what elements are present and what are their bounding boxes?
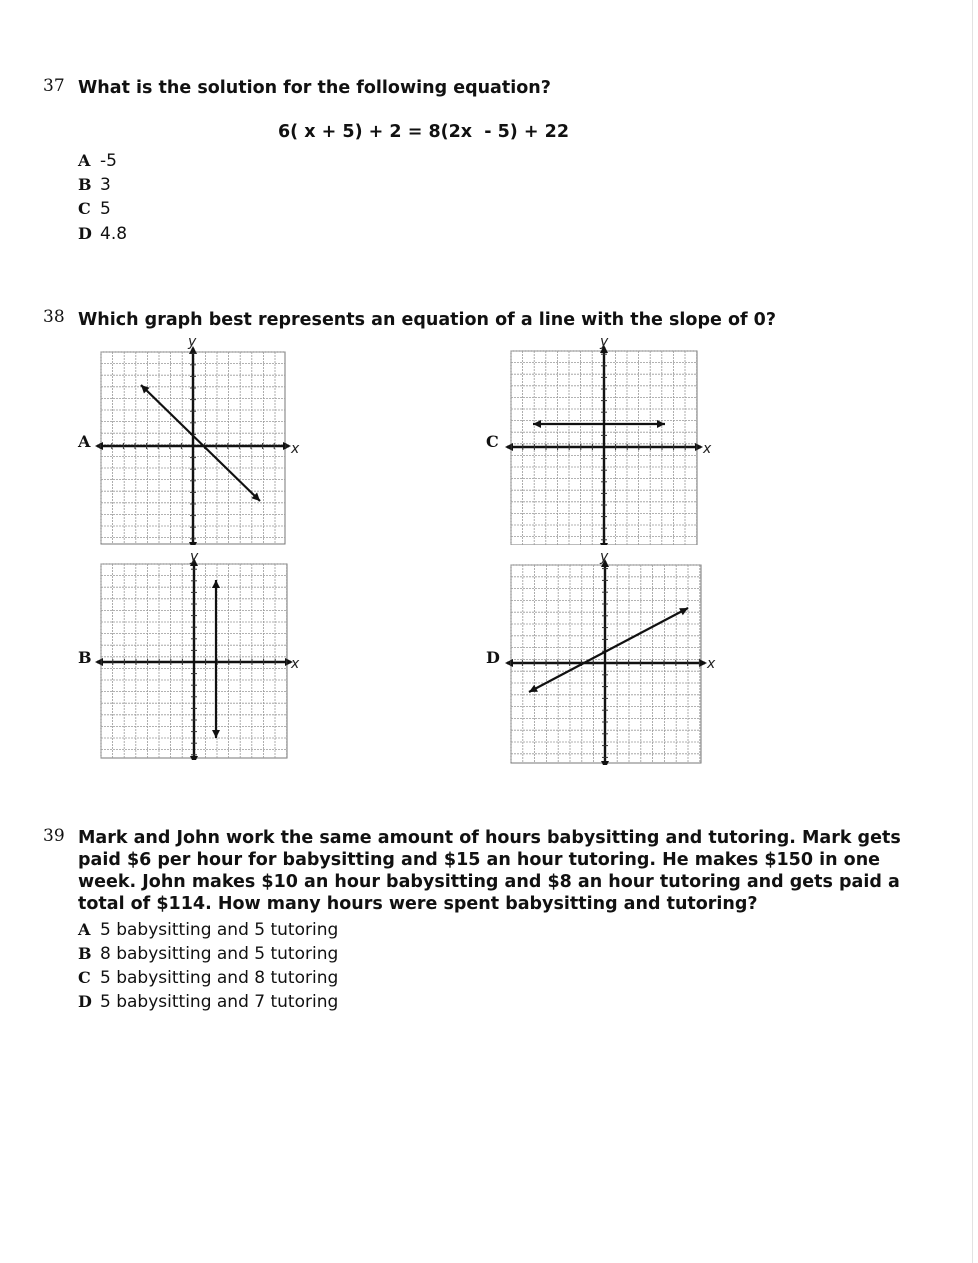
graph-c[interactable] [505, 335, 730, 545]
question-37-text: What is the solution for the following equation? [78, 78, 551, 98]
graph-d-x-label: x [707, 656, 716, 672]
graph-c-x-label: x [703, 441, 712, 457]
choice-39-d[interactable] [78, 992, 338, 1012]
question-37-number: 37 [43, 76, 65, 96]
graph-a-y-label: y [188, 335, 197, 350]
choice-letter: C [78, 968, 91, 987]
question-39-text-line-3: week. John makes $10 an hour babysitting and $8 an hour tutoring and gets paid a [78, 872, 900, 892]
graph-b[interactable] [95, 550, 315, 760]
question-38-number: 38 [43, 307, 65, 327]
choice-39-b[interactable] [78, 944, 338, 964]
choice-letter: D [78, 224, 92, 243]
choice-39-a[interactable] [78, 920, 338, 940]
question-39-text-line-2: paid $6 per hour for babysitting and $15 an hour tutoring. He makes $150 in one [78, 850, 881, 870]
choice-39-c[interactable] [78, 968, 338, 988]
graph-b-label[interactable]: B [78, 648, 92, 667]
choice-letter: A [78, 151, 91, 170]
choice-text: 3 [100, 175, 111, 195]
question-37-equation: 6( x + 5) + 2 = 8(2x - 5) + 22 [278, 122, 570, 142]
choice-letter: D [78, 992, 92, 1011]
choice-letter: B [78, 944, 92, 963]
choice-text: 5 babysitting and 5 tutoring [100, 920, 339, 940]
choice-letter: A [78, 920, 91, 939]
graph-a[interactable] [95, 335, 315, 545]
choice-text: 5 [100, 199, 111, 219]
graph-a-x-label: x [291, 441, 300, 457]
choice-text: 5 babysitting and 7 tutoring [100, 992, 339, 1012]
graph-d-label[interactable]: D [486, 648, 500, 667]
graph-c-y-label: y [600, 335, 609, 350]
graph-b-x-label: x [291, 656, 300, 672]
choice-text: -5 [100, 151, 117, 171]
choice-37-c[interactable] [78, 199, 111, 219]
choice-text: 4.8 [100, 224, 128, 244]
choice-37-b[interactable] [78, 175, 111, 195]
choice-letter: B [78, 175, 92, 194]
graph-b-y-label: y [190, 550, 199, 565]
choice-37-d[interactable] [78, 224, 127, 244]
question-39-text-line-1: Mark and John work the same amount of hours babysitting and tutoring. Mark gets [78, 828, 901, 848]
question-39-number: 39 [43, 826, 65, 846]
question-38-text: Which graph best represents an equation of a line with the slope of 0? [78, 310, 777, 330]
choice-text: 8 babysitting and 5 tutoring [100, 944, 339, 964]
page-edge [972, 0, 973, 1263]
choice-letter: C [78, 199, 91, 218]
graph-a-label[interactable]: A [78, 432, 91, 451]
graph-c-label[interactable]: C [486, 432, 499, 451]
graph-d-y-label: y [600, 550, 609, 565]
question-39-text-line-4: total of $114. How many hours were spent babysitting and tutoring? [78, 894, 758, 914]
choice-text: 5 babysitting and 8 tutoring [100, 968, 339, 988]
choice-37-a[interactable] [78, 151, 117, 171]
graph-d[interactable] [505, 550, 730, 765]
